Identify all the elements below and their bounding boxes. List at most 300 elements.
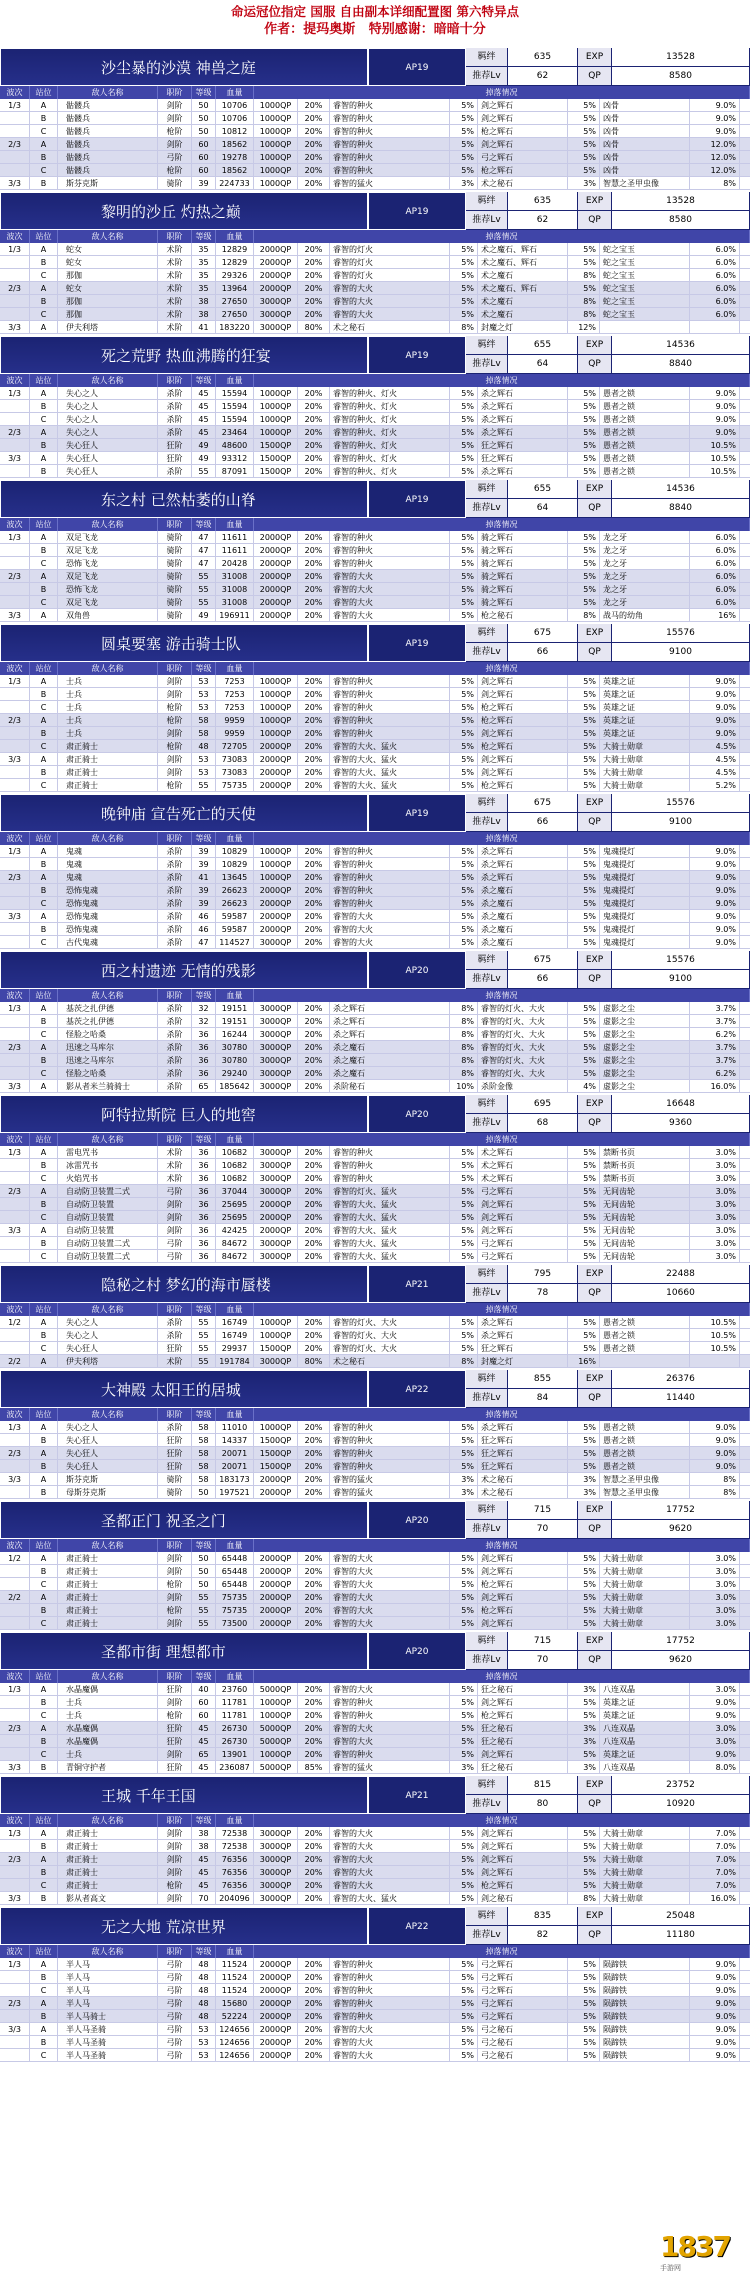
col-wave: 波次	[0, 1945, 30, 1958]
column-header	[0, 1408, 750, 1421]
drop-rate-3: 3.0%	[690, 1591, 740, 1603]
enemy-level: 49	[192, 439, 216, 451]
drop-item-1: 睿智的种火	[330, 858, 450, 870]
drop-item-2: 剑之辉石	[478, 688, 568, 700]
enemy-class: 枪阶	[158, 1879, 192, 1891]
drop-item-3: 英雄之证	[600, 727, 690, 739]
drop-rate-3: 12.0%	[690, 138, 740, 150]
ap-cost: AP19	[368, 48, 466, 86]
quest-info	[466, 1907, 750, 1945]
drop-rate-1: 5%	[450, 1237, 478, 1249]
drop-qp-rate: 20%	[298, 112, 330, 124]
drop-item-2: 术之秘石	[478, 1473, 568, 1485]
drop-rate-2: 5%	[568, 583, 600, 595]
enemy-class: 剑阶	[158, 1552, 192, 1564]
wave-cell	[0, 125, 30, 137]
drop-rate-3: 6.0%	[690, 544, 740, 556]
drop-item-3: 龙之牙	[600, 557, 690, 569]
enemy-row	[0, 99, 750, 112]
enemy-row	[0, 583, 750, 596]
enemy-level: 60	[192, 1709, 216, 1721]
drop-qp-rate: 20%	[298, 452, 330, 464]
drop-qp: 3000QP	[254, 1054, 298, 1066]
col-lv: 等级	[192, 1303, 216, 1316]
exp-value: 14536	[612, 480, 750, 499]
wave-cell	[0, 858, 30, 870]
drop-qp: 1000QP	[254, 164, 298, 176]
column-header	[0, 832, 750, 845]
drop-rate-3: 4.5%	[690, 766, 740, 778]
enemy-hp: 26730	[216, 1735, 254, 1747]
rec-lv-label: 推荐Lv	[466, 355, 508, 374]
drop-rate-3: 9.0%	[690, 99, 740, 111]
enemy-row	[0, 1460, 750, 1473]
drop-rate-2: 5%	[568, 1958, 600, 1970]
drop-item-2: 杀阶金像	[478, 1080, 568, 1092]
col-hp: 血量	[216, 1408, 254, 1421]
drop-item-3: 陨蹄铁	[600, 1971, 690, 1983]
enemy-class: 弓阶	[158, 151, 192, 163]
col-name: 敌人名称	[58, 832, 158, 845]
drop-rate-3: 9.0%	[690, 1447, 740, 1459]
quest-header	[0, 1370, 750, 1408]
enemy-hp: 10812	[216, 125, 254, 137]
drop-item-3: 愚者之锁	[600, 439, 690, 451]
drop-qp: 2000QP	[254, 923, 298, 935]
drop-rate-3: 9.0%	[690, 897, 740, 909]
drop-item-1: 睿智的大火	[330, 1578, 450, 1590]
drop-item-3: 无间齿轮	[600, 1250, 690, 1262]
drop-item-1: 睿智的灯火、大火	[330, 1329, 450, 1341]
drop-qp-rate: 20%	[298, 583, 330, 595]
drop-item-1: 睿智的大火	[330, 1866, 450, 1878]
quest-sections	[0, 46, 750, 2062]
col-name: 敌人名称	[58, 1670, 158, 1683]
col-drops: 掉落情况	[254, 374, 750, 387]
pos-cell: B	[30, 583, 58, 595]
drop-item-1: 睿智的种火	[330, 99, 450, 111]
drop-rate-3: 3.0%	[690, 1604, 740, 1616]
drop-item-1: 睿智的大火	[330, 1591, 450, 1603]
wave-cell: 1/3	[0, 845, 30, 857]
wave-cell	[0, 256, 30, 268]
drop-qp: 2000QP	[254, 1604, 298, 1616]
enemy-class: 剑阶	[158, 1198, 192, 1210]
drop-rate-2: 8%	[568, 295, 600, 307]
drop-item-1: 睿智的种火	[330, 884, 450, 896]
drop-item-3: 大骑士勋章	[600, 753, 690, 765]
qp-value: 8580	[612, 211, 750, 230]
drop-rate-3: 9.0%	[690, 413, 740, 425]
quest-header	[0, 48, 750, 86]
enemy-hp: 26730	[216, 1722, 254, 1734]
exp-label: EXP	[578, 951, 612, 970]
enemy-row	[0, 884, 750, 897]
drop-item-3: 愚者之锁	[600, 426, 690, 438]
quest-header	[0, 336, 750, 374]
drop-rate-3: 16%	[690, 609, 740, 621]
enemy-name: 双足飞龙	[58, 544, 158, 556]
drop-qp: 1000QP	[254, 125, 298, 137]
enemy-name: 骷髅兵	[58, 112, 158, 124]
enemy-row	[0, 282, 750, 295]
drop-rate-3: 9.0%	[690, 675, 740, 687]
enemy-name: 迅速之马库尔	[58, 1054, 158, 1066]
col-lv: 等级	[192, 518, 216, 531]
enemy-level: 55	[192, 596, 216, 608]
drop-item-3: 大骑士勋章	[600, 1853, 690, 1865]
drop-qp: 2000QP	[254, 1565, 298, 1577]
col-drops: 掉落情况	[254, 230, 750, 243]
enemy-class: 剑阶	[158, 99, 192, 111]
drop-item-2: 睿智的灯火、大火	[478, 1002, 568, 1014]
enemy-level: 46	[192, 923, 216, 935]
drop-item-1: 睿智的种火、灯火	[330, 452, 450, 464]
drop-rate-1: 5%	[450, 1421, 478, 1433]
enemy-name: 士兵	[58, 727, 158, 739]
drop-rate-2: 5%	[568, 544, 600, 556]
drop-rate-1: 5%	[450, 1146, 478, 1158]
drop-rate-1: 5%	[450, 923, 478, 935]
pos-cell: A	[30, 1447, 58, 1459]
drop-rate-3: 3.0%	[690, 1683, 740, 1695]
thanks-label: 特别感谢：	[368, 22, 434, 37]
wave-cell	[0, 1028, 30, 1040]
drop-item-2: 枪之辉石	[478, 1879, 568, 1891]
drop-qp: 1000QP	[254, 1421, 298, 1433]
drop-item-3: 陨蹄铁	[600, 2049, 690, 2061]
drop-item-2: 杀之魔石	[478, 910, 568, 922]
drop-item-1: 睿智的大火、猛火	[330, 1198, 450, 1210]
drop-rate-3: 6.0%	[690, 282, 740, 294]
drop-rate-3: 9.0%	[690, 2010, 740, 2022]
drop-item-2: 剑之辉石	[478, 1827, 568, 1839]
enemy-level: 36	[192, 1237, 216, 1249]
column-header	[0, 1670, 750, 1683]
drop-item-1: 睿智的种火	[330, 1460, 450, 1472]
enemy-class: 弓阶	[158, 1237, 192, 1249]
quest-section	[0, 1774, 750, 1905]
enemy-name: 那伽	[58, 269, 158, 281]
exp-label: EXP	[578, 794, 612, 813]
enemy-level: 45	[192, 387, 216, 399]
drop-qp-rate: 20%	[298, 1984, 330, 1996]
drop-item-2: 弓之辉石	[478, 1971, 568, 1983]
wave-cell	[0, 1486, 30, 1498]
drop-item-2: 弓之秘石	[478, 2036, 568, 2048]
drop-item-3: 大骑士勋章	[600, 1552, 690, 1564]
enemy-row	[0, 112, 750, 125]
drop-rate-2: 5%	[568, 1434, 600, 1446]
enemy-hp: 197521	[216, 1486, 254, 1498]
drop-rate-3: 7.0%	[690, 1827, 740, 1839]
drop-item-1: 睿智的种火	[330, 727, 450, 739]
bond-label: 羁绊	[466, 1370, 508, 1389]
drop-rate-1: 8%	[450, 1015, 478, 1027]
credits-line	[0, 21, 750, 39]
enemy-name: 半人马圣骑	[58, 2036, 158, 2048]
quest-section	[0, 1263, 750, 1368]
enemy-row	[0, 740, 750, 753]
drop-rate-3: 8%	[690, 1473, 740, 1485]
enemy-row	[0, 1473, 750, 1486]
drop-qp-rate: 20%	[298, 1971, 330, 1983]
drop-qp: 2000QP	[254, 2023, 298, 2035]
enemy-row	[0, 400, 750, 413]
exp-value: 16648	[612, 1095, 750, 1114]
wave-cell	[0, 688, 30, 700]
enemy-class: 狂阶	[158, 452, 192, 464]
col-wave: 波次	[0, 1670, 30, 1683]
quest-info	[466, 1265, 750, 1303]
ap-cost: AP20	[368, 1501, 466, 1539]
drop-rate-3: 9.0%	[690, 1984, 740, 1996]
drop-rate-2: 5%	[568, 1447, 600, 1459]
quest-section	[0, 1905, 750, 2062]
col-wave: 波次	[0, 662, 30, 675]
drop-item-1: 杀之辉石	[330, 1028, 450, 1040]
drop-item-3: 大骑士勋章	[600, 1879, 690, 1891]
wave-cell	[0, 1460, 30, 1472]
enemy-name: 失心狂人	[58, 1342, 158, 1354]
drop-item-2: 狂之辉石	[478, 1460, 568, 1472]
enemy-level: 41	[192, 321, 216, 333]
drop-item-1: 睿智的大火	[330, 1604, 450, 1616]
wave-cell	[0, 413, 30, 425]
enemy-class: 杀阶	[158, 910, 192, 922]
wave-cell	[0, 2049, 30, 2061]
enemy-name: 士兵	[58, 701, 158, 713]
enemy-name: 失心狂人	[58, 439, 158, 451]
quest-info	[466, 1632, 750, 1670]
pos-cell: A	[30, 452, 58, 464]
drop-qp: 1500QP	[254, 1342, 298, 1354]
drop-qp-rate: 20%	[298, 1421, 330, 1433]
drop-rate-2: 5%	[568, 740, 600, 752]
enemy-name: 士兵	[58, 1748, 158, 1760]
wave-cell	[0, 779, 30, 791]
enemy-hp: 7253	[216, 675, 254, 687]
drop-qp: 2000QP	[254, 910, 298, 922]
pos-cell: C	[30, 1879, 58, 1891]
pos-cell: A	[30, 1146, 58, 1158]
enemy-hp: 93312	[216, 452, 254, 464]
enemy-hp: 11010	[216, 1421, 254, 1433]
enemy-level: 38	[192, 1827, 216, 1839]
enemy-level: 39	[192, 897, 216, 909]
drop-rate-3: 3.0%	[690, 1617, 740, 1629]
drop-rate-2: 5%	[568, 596, 600, 608]
drop-item-2: 术之秘石	[478, 1486, 568, 1498]
enemy-level: 48	[192, 1958, 216, 1970]
drop-rate-3: 9.0%	[690, 727, 740, 739]
drop-rate-1: 3%	[450, 1761, 478, 1773]
drop-rate-3: 6.0%	[690, 295, 740, 307]
enemy-class: 术阶	[158, 256, 192, 268]
drop-item-2: 剑之辉石	[478, 138, 568, 150]
enemy-hp: 19278	[216, 151, 254, 163]
drop-item-1: 睿智的大火、猛火	[330, 1237, 450, 1249]
drop-rate-2: 3%	[568, 1722, 600, 1734]
enemy-class: 杀阶	[158, 1041, 192, 1053]
drop-qp-rate: 20%	[298, 282, 330, 294]
drop-item-3: 龙之牙	[600, 570, 690, 582]
drop-rate-3: 9.0%	[690, 426, 740, 438]
col-hp: 血量	[216, 662, 254, 675]
enemy-name: 士兵	[58, 714, 158, 726]
drop-item-3: 虚影之尘	[600, 1054, 690, 1066]
bond-value: 635	[508, 48, 578, 67]
drop-rate-3: 6.0%	[690, 583, 740, 595]
col-hp: 血量	[216, 1945, 254, 1958]
pos-cell: C	[30, 1709, 58, 1721]
enemy-class: 剑阶	[158, 1617, 192, 1629]
quest-header	[0, 794, 750, 832]
author-label: 作者：	[264, 22, 304, 37]
drop-rate-2: 5%	[568, 1460, 600, 1472]
drop-item-3: 凶骨	[600, 164, 690, 176]
drop-rate-1: 5%	[450, 740, 478, 752]
drop-qp: 2000QP	[254, 2010, 298, 2022]
enemy-hp: 12829	[216, 243, 254, 255]
drop-qp-rate: 20%	[298, 426, 330, 438]
col-hp: 血量	[216, 1539, 254, 1552]
pos-cell: A	[30, 1853, 58, 1865]
wave-cell	[0, 439, 30, 451]
ap-cost: AP19	[368, 624, 466, 662]
bond-value: 655	[508, 480, 578, 499]
qp-label: QP	[578, 970, 612, 989]
drop-qp: 1500QP	[254, 1434, 298, 1446]
drop-item-3: 八连双晶	[600, 1683, 690, 1695]
drop-rate-1: 5%	[450, 308, 478, 320]
drop-item-2: 骑之辉石	[478, 583, 568, 595]
drop-rate-3: 9.0%	[690, 701, 740, 713]
pos-cell: A	[30, 387, 58, 399]
drop-qp-rate: 20%	[298, 596, 330, 608]
enemy-row	[0, 256, 750, 269]
qp-value: 11180	[612, 1926, 750, 1945]
drop-qp: 5000QP	[254, 1735, 298, 1747]
drop-qp-rate: 20%	[298, 243, 330, 255]
drop-rate-2: 5%	[568, 112, 600, 124]
enemy-class: 骑阶	[158, 544, 192, 556]
enemy-row	[0, 1185, 750, 1198]
drop-rate-1: 5%	[450, 688, 478, 700]
enemy-class: 剑阶	[158, 1224, 192, 1236]
enemy-class: 狂阶	[158, 1761, 192, 1773]
drop-item-2: 杀之魔石	[478, 923, 568, 935]
drop-rate-2: 5%	[568, 753, 600, 765]
enemy-row	[0, 1892, 750, 1905]
quest-section	[0, 949, 750, 1093]
enemy-name: 自动防卫装置	[58, 1224, 158, 1236]
drop-rate-1: 5%	[450, 1211, 478, 1223]
quest-header	[0, 624, 750, 662]
enemy-row	[0, 177, 750, 190]
enemy-class: 剑阶	[158, 1892, 192, 1904]
drop-item-1: 睿智的种火	[330, 1696, 450, 1708]
pos-cell: A	[30, 138, 58, 150]
enemy-name: 肃正骑士	[58, 1827, 158, 1839]
drop-item-2: 枪之辉石	[478, 125, 568, 137]
enemy-level: 35	[192, 282, 216, 294]
enemy-class: 狂阶	[158, 1460, 192, 1472]
qp-value: 8580	[612, 67, 750, 86]
drop-rate-1: 5%	[450, 897, 478, 909]
enemy-hp: 31008	[216, 583, 254, 595]
enemy-hp: 59587	[216, 910, 254, 922]
drop-qp-rate: 20%	[298, 1172, 330, 1184]
drop-qp-rate: 20%	[298, 1748, 330, 1760]
col-drops: 掉落情况	[254, 518, 750, 531]
exp-value: 23752	[612, 1776, 750, 1795]
drop-qp: 3000QP	[254, 1892, 298, 1904]
qp-label: QP	[578, 1389, 612, 1408]
drop-rate-2: 5%	[568, 1709, 600, 1721]
enemy-row	[0, 544, 750, 557]
wave-cell: 2/3	[0, 570, 30, 582]
quest-header	[0, 1632, 750, 1670]
drop-item-3: 八连双晶	[600, 1722, 690, 1734]
enemy-level: 65	[192, 1748, 216, 1760]
enemy-row	[0, 1984, 750, 1997]
drop-item-1: 睿智的灯火、大火	[330, 1342, 450, 1354]
drop-qp: 3000QP	[254, 1840, 298, 1852]
enemy-name: 双足飞龙	[58, 570, 158, 582]
qp-value: 10660	[612, 1284, 750, 1303]
drop-rate-3: 9.0%	[690, 112, 740, 124]
wave-cell	[0, 295, 30, 307]
pos-cell: A	[30, 99, 58, 111]
enemy-class: 弓阶	[158, 2036, 192, 2048]
drop-rate-2: 5%	[568, 936, 600, 948]
pos-cell: C	[30, 1617, 58, 1629]
drop-rate-3: 9.0%	[690, 2036, 740, 2048]
enemy-row	[0, 2036, 750, 2049]
drop-qp: 1000QP	[254, 714, 298, 726]
drop-rate-3: 10.5%	[690, 439, 740, 451]
drop-item-3: 无间齿轮	[600, 1237, 690, 1249]
drop-qp: 3000QP	[254, 1355, 298, 1367]
drop-rate-2: 5%	[568, 164, 600, 176]
enemy-hp: 18562	[216, 138, 254, 150]
qp-value: 8840	[612, 355, 750, 374]
enemy-hp: 183173	[216, 1473, 254, 1485]
wave-cell	[0, 936, 30, 948]
enemy-row	[0, 1002, 750, 1015]
pos-cell: A	[30, 753, 58, 765]
enemy-hp: 29937	[216, 1342, 254, 1354]
enemy-class: 剑阶	[158, 675, 192, 687]
wave-cell: 1/2	[0, 1552, 30, 1564]
drop-rate-3: 9.0%	[690, 387, 740, 399]
drop-qp: 5000QP	[254, 1722, 298, 1734]
enemy-hp: 10829	[216, 845, 254, 857]
drop-item-2: 剑之辉石	[478, 1696, 568, 1708]
pos-cell: C	[30, 1342, 58, 1354]
enemy-level: 55	[192, 1342, 216, 1354]
exp-value: 14536	[612, 336, 750, 355]
drop-qp: 1000QP	[254, 1329, 298, 1341]
enemy-class: 剑阶	[158, 753, 192, 765]
enemy-name: 那伽	[58, 308, 158, 320]
col-name: 敌人名称	[58, 662, 158, 675]
quest-info	[466, 192, 750, 230]
enemy-class: 杀阶	[158, 871, 192, 883]
pos-cell: C	[30, 1028, 58, 1040]
column-header	[0, 374, 750, 387]
